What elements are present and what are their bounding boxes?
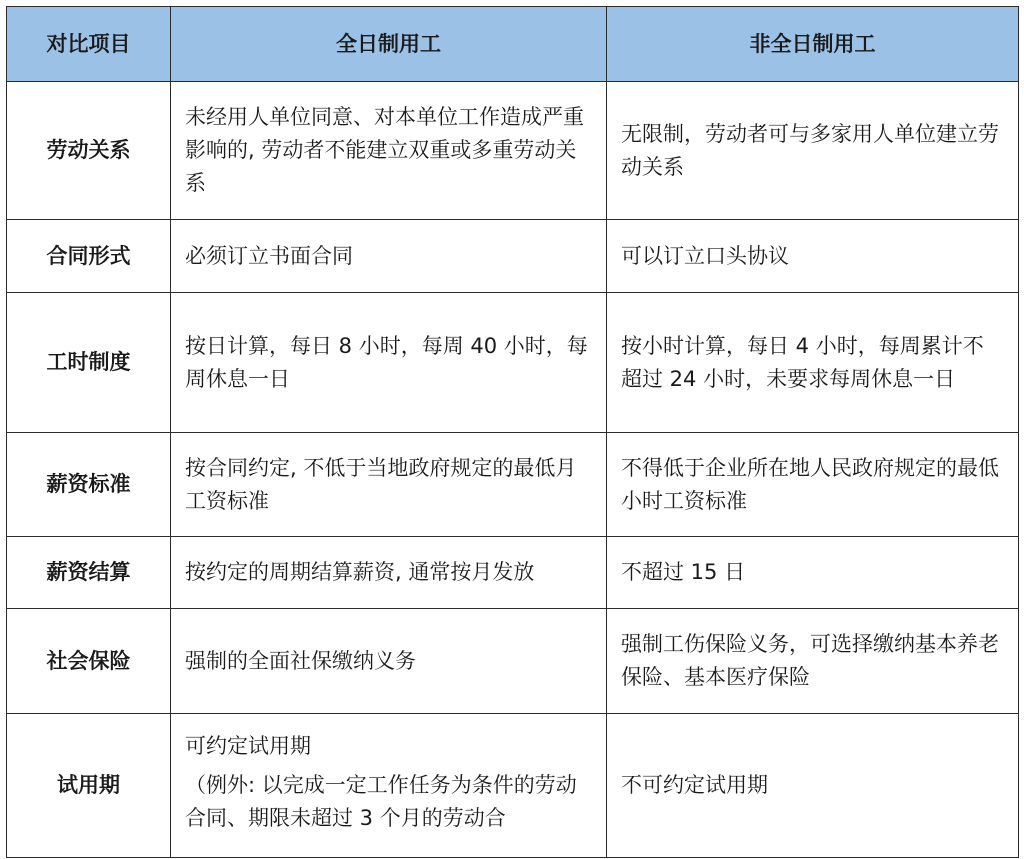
row-label: 薪资结算 [7, 537, 171, 609]
cell-text: 按合同约定, 不低于当地政府规定的最低月工资标准 [185, 455, 577, 513]
part-time-cell [607, 220, 1019, 293]
full-time-cell [171, 433, 607, 537]
full-time-cell [171, 293, 607, 433]
header-cell-part-time: 非全日制用工 [607, 7, 1019, 82]
cell-text: 强制工伤保险义务，可选择缴纳基本养老保险、基本医疗保险 [621, 632, 999, 689]
cell-text: 强制的全面社保缴纳义务 [185, 648, 416, 673]
table-row [7, 714, 1019, 858]
table-row [7, 609, 1019, 714]
row-label: 工时制度 [7, 293, 171, 433]
cell-text: 不得低于企业所在地人民政府规定的最低小时工资标准 [621, 455, 999, 513]
table-body [7, 82, 1019, 858]
table-header [7, 7, 1019, 82]
header-cell-full-time: 全日制用工 [171, 7, 607, 82]
row-label: 薪资标准 [7, 433, 171, 537]
row-label: 试用期 [7, 714, 171, 858]
row-label: 合同形式 [7, 220, 171, 293]
table-row [7, 537, 1019, 609]
cell-text: 按约定的周期结算薪资, 通常按月发放 [185, 560, 535, 584]
cell-text: 可约定试用期 [185, 734, 311, 758]
cell-text: 不可约定试用期 [621, 773, 768, 797]
table-row [7, 293, 1019, 433]
cell-text-note: （例外: 以完成一定工作任务为条件的劳动合同、期限未超过 3 个月的劳动合 [185, 773, 577, 830]
table-row [7, 220, 1019, 293]
part-time-cell [607, 433, 1019, 537]
full-time-cell [171, 609, 607, 714]
full-time-cell [171, 537, 607, 609]
cell-text: 无限制，劳动者可与多家用人单位建立劳动关系 [621, 121, 999, 179]
table-row [7, 82, 1019, 220]
cell-text: 不超过 15 日 [621, 560, 746, 584]
full-time-cell [171, 220, 607, 293]
part-time-cell [607, 82, 1019, 220]
comparison-table [6, 6, 1019, 858]
cell-text: 按日计算，每日 8 小时，每周 40 小时，每周休息一日 [185, 333, 588, 391]
row-label: 劳动关系 [7, 82, 171, 220]
part-time-cell [607, 293, 1019, 433]
part-time-cell [607, 537, 1019, 609]
header-cell-item: 对比项目 [7, 7, 171, 82]
table-row [7, 433, 1019, 537]
row-label: 社会保险 [7, 609, 171, 714]
part-time-cell [607, 609, 1019, 714]
header-row [7, 7, 1019, 82]
part-time-cell [607, 714, 1019, 858]
cell-text: 未经用人单位同意、对本单位工作造成严重影响的, 劳动者不能建立双重或多重劳动关系 [185, 105, 584, 195]
cell-text: 必须订立书面合同 [185, 243, 353, 268]
cell-text: 按小时计算，每日 4 小时，每周累计不超过 24 小时，未要求每周休息一日 [621, 333, 984, 391]
full-time-cell [171, 82, 607, 220]
full-time-cell [171, 714, 607, 858]
cell-text: 可以订立口头协议 [621, 243, 789, 268]
